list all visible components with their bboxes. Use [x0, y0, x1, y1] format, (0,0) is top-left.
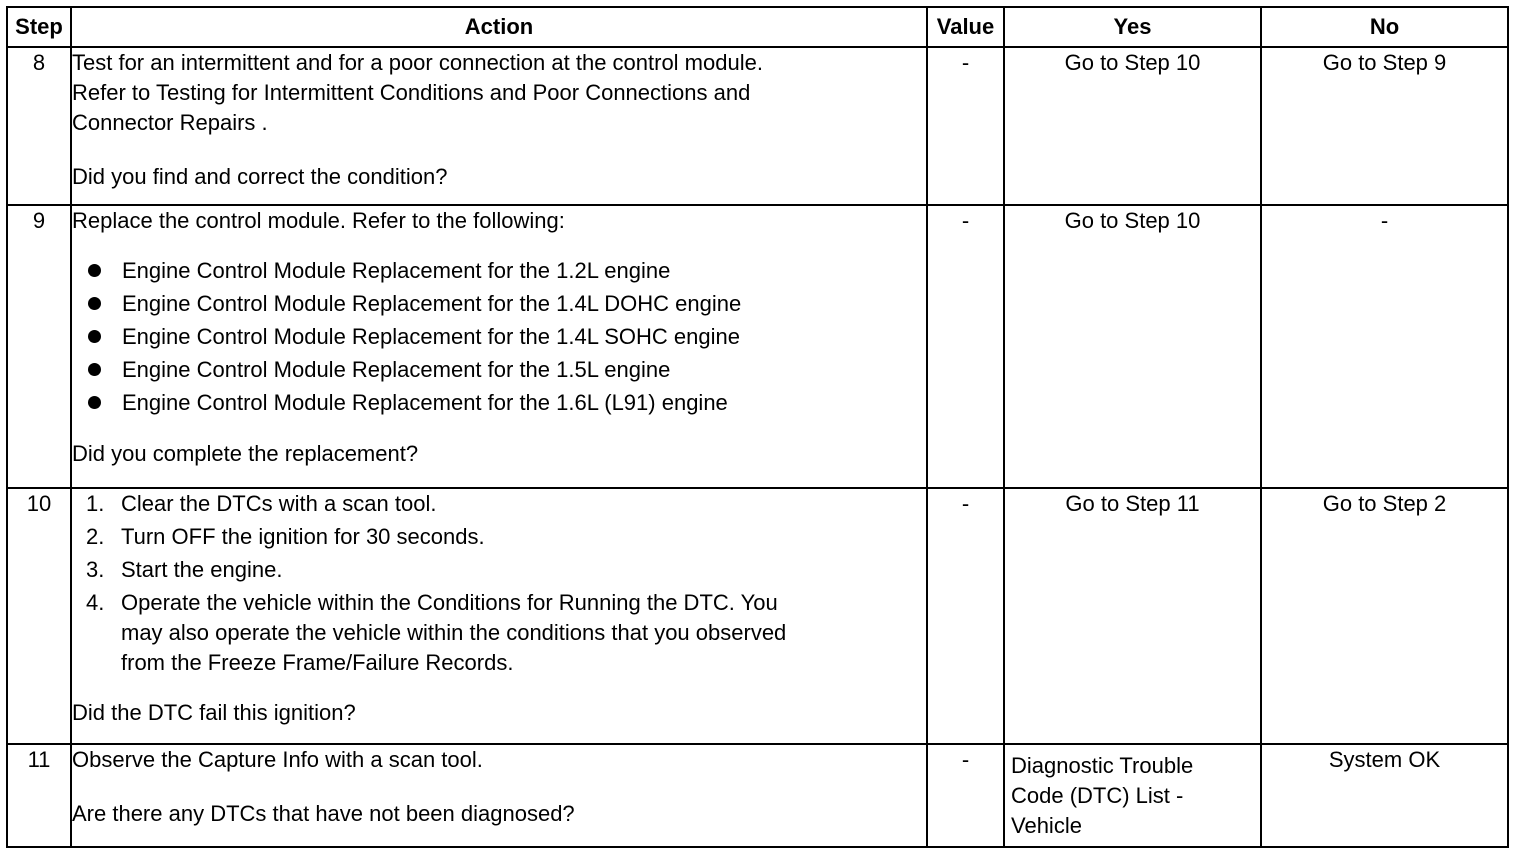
action-cell: [71, 205, 927, 488]
list-item: 4. Operate the vehicle within the Conditions for Running the DTC. You may also operate the vehicle within the conditions that you observed from the Freeze Frame/Failure Records.: [86, 590, 787, 675]
no-cell: Go to Step 9: [1261, 47, 1508, 205]
list-item: 2. Turn OFF the ignition for 30 seconds.: [86, 524, 485, 549]
action-line: Connector Repairs .: [72, 110, 268, 135]
action-line: Refer to Testing for Intermittent Conditions and Poor Connections and: [72, 80, 751, 105]
yes-cell: Go to Step 10: [1004, 205, 1261, 488]
action-cell: [71, 488, 927, 744]
yes-line: Code (DTC) List -: [1011, 783, 1184, 808]
yes-cell: [1004, 744, 1261, 847]
header-step: Step: [7, 7, 71, 47]
bullet-icon: [88, 396, 101, 409]
step-number: 10: [7, 488, 71, 744]
action-question: Did you find and correct the condition?: [72, 164, 448, 189]
list-item: 1. Clear the DTCs with a scan tool.: [86, 491, 437, 516]
header-action: Action: [71, 7, 927, 47]
action-cell: [71, 47, 927, 205]
numbered-list: [72, 489, 926, 678]
bullet-icon: [88, 264, 101, 277]
step-number: 8: [7, 47, 71, 205]
table-row-step-8: [7, 47, 1508, 205]
step-number: 11: [7, 744, 71, 847]
action-intro: Observe the Capture Info with a scan tool.: [72, 747, 483, 772]
table-row-step-11: [7, 744, 1508, 847]
header-value: Value: [927, 7, 1004, 47]
action-cell: [71, 744, 927, 847]
action-question: Did you complete the replacement?: [72, 441, 419, 466]
list-item: Engine Control Module Replacement for the 1.4L SOHC engine: [72, 320, 926, 353]
action-intro: Replace the control module. Refer to the following:: [72, 208, 565, 233]
diagnostic-table: [6, 6, 1509, 848]
bullet-icon: [88, 363, 101, 376]
header-yes: Yes: [1004, 7, 1261, 47]
step-number: 9: [7, 205, 71, 488]
bullet-icon: [88, 297, 101, 310]
list-item: 3. Start the engine.: [86, 557, 283, 582]
header-no: No: [1261, 7, 1508, 47]
no-cell: -: [1261, 205, 1508, 488]
list-item: Engine Control Module Replacement for the 1.4L DOHC engine: [72, 287, 926, 320]
table-row-step-10: [7, 488, 1508, 744]
yes-cell: Go to Step 10: [1004, 47, 1261, 205]
bullet-icon: [88, 330, 101, 343]
list-item: Engine Control Module Replacement for the 1.2L engine: [72, 254, 926, 287]
value-cell: -: [927, 744, 1004, 847]
action-question: Are there any DTCs that have not been diagnosed?: [72, 801, 575, 826]
header-row: [7, 7, 1508, 47]
bullet-list: [72, 254, 926, 419]
yes-cell: Go to Step 11: [1004, 488, 1261, 744]
value-cell: -: [927, 488, 1004, 744]
no-cell: Go to Step 2: [1261, 488, 1508, 744]
value-cell: -: [927, 47, 1004, 205]
action-line: Test for an intermittent and for a poor connection at the control module.: [72, 50, 763, 75]
yes-line: Vehicle: [1011, 813, 1082, 838]
list-item: Engine Control Module Replacement for the 1.5L engine: [72, 353, 926, 386]
list-item: Engine Control Module Replacement for the 1.6L (L91) engine: [72, 386, 926, 419]
action-question: Did the DTC fail this ignition?: [72, 700, 356, 725]
table-row-step-9: [7, 205, 1508, 488]
no-cell: System OK: [1261, 744, 1508, 847]
value-cell: -: [927, 205, 1004, 488]
yes-line: Diagnostic Trouble: [1011, 753, 1194, 778]
